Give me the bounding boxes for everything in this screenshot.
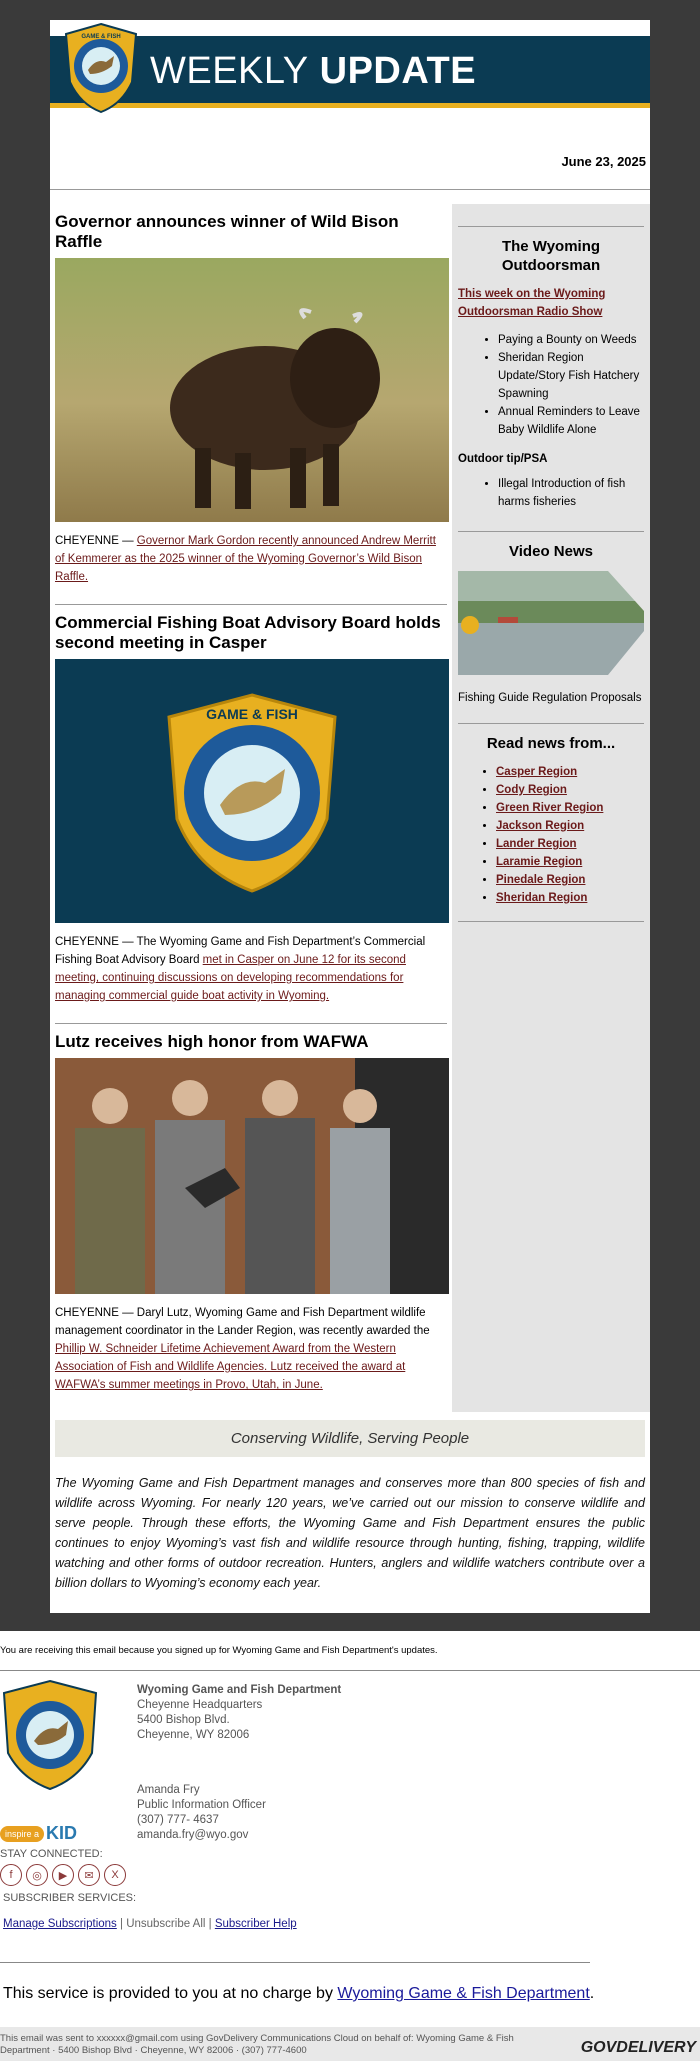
divider: [458, 531, 644, 532]
video-news-title: Video News: [509, 543, 593, 560]
list-item: • Illegal Introduction of fish harms fisheries: [498, 475, 644, 511]
article-body: [55, 1304, 447, 1394]
govdelivery-logo[interactable]: GOVDELIVERY: [580, 2039, 696, 2056]
radio-show-link[interactable]: This week on the Wyoming Outdoorsman Radio Show: [458, 288, 606, 318]
article-link[interactable]: Phillip W. Schneider Lifetime Achievement Award from the Western Association of Fish and Wildlife Agencies. Lutz received the award at WAFWA’s summer meetings in Provo, Utah, in June.: [55, 1343, 406, 1391]
subscriber-help-link[interactable]: Subscriber Help: [214, 1918, 297, 1930]
region-link-sheridan[interactable]: Sheridan Region: [496, 892, 588, 904]
mission-section: [50, 1412, 650, 1613]
list-item: [496, 781, 644, 799]
list-item: [496, 889, 644, 907]
divider: [458, 723, 644, 724]
article-link[interactable]: met in Casper on June 12 for its second meeting, continuing discussions on developing recommendations for managing commercial guide boat activity in Wyoming.: [55, 954, 406, 1002]
unsubscribe-all-link[interactable]: Unsubscribe All: [126, 1918, 206, 1930]
legal-text: This email was sent to xxxxxx@gmail.com using GovDelivery Communications Cloud on behalf of: Wyoming Game & Fish Department · 5400 Bishop Blvd · Cheyenne, WY 82006 · (307) 777-4600: [0, 2033, 514, 2056]
hq-label: Cheyenne Headquarters: [137, 1699, 263, 1711]
bison-photo[interactable]: [55, 258, 449, 522]
svg-text:GAME & FISH: GAME & FISH: [81, 34, 121, 40]
divider: [55, 604, 447, 605]
service-prefix: This service is provided to you at no charge by: [3, 1985, 338, 2002]
footer-logo: [0, 1679, 137, 1843]
wgfd-badge-icon: [62, 22, 140, 114]
mission-text: The Wyoming Game and Fish Department manages and conserves more than 800 species of fish and wildlife across Wyoming. For nearly 120 years, we’ve carried out our mission to conserve wildlife and serve people. Through these efforts, the Wyoming Game and Fish Department ensures the public continues to enjoy Wyoming’s vast fish and wildlife resource through hunting, fishing, trapping, wildlife watching and other forms of outdoor recreation. Hunters, anglers and wildlife watchers contribute over a billion dollars to Wyoming’s economy each year.: [55, 1476, 645, 1590]
newsletter-card: [50, 20, 650, 1613]
video-thumbnail[interactable]: [458, 571, 644, 675]
region-list: [496, 763, 644, 907]
banner: [50, 20, 650, 116]
divider: [458, 226, 644, 227]
service-notice: [3, 1985, 700, 2003]
list-item: [496, 799, 644, 817]
banner-strip: [50, 36, 650, 108]
city-address: Cheyenne, WY 82006: [137, 1729, 250, 1741]
list-item: [496, 763, 644, 781]
list-item: [496, 835, 644, 853]
article-bison: [55, 212, 447, 605]
banner-title: [150, 49, 476, 93]
x-icon[interactable]: X: [104, 1864, 126, 1886]
kid-text: KID: [46, 1823, 78, 1843]
banner-title-bold: UPDATE: [319, 50, 477, 92]
region-link-jackson[interactable]: Jackson Region: [496, 820, 585, 832]
footer: [0, 1631, 700, 2061]
divider: [0, 1670, 700, 1671]
org-name: Wyoming Game and Fish Department: [137, 1684, 342, 1696]
article-body: [55, 532, 447, 586]
social-links: [0, 1864, 700, 1886]
region-link-laramie[interactable]: Laramie Region: [496, 856, 583, 868]
tip-title: Outdoor tip/PSA: [458, 453, 548, 465]
article-title: Commercial Fishing Boat Advisory Board holds second meeting in Casper: [55, 613, 441, 652]
facebook-icon[interactable]: f: [0, 1864, 22, 1886]
list-item: [496, 871, 644, 889]
wgfd-link[interactable]: Wyoming Game & Fish Department: [337, 1985, 590, 2002]
svg-text:GAME & FISH: GAME & FISH: [206, 706, 298, 722]
youtube-icon[interactable]: ▶: [52, 1864, 74, 1886]
region-link-green-river[interactable]: Green River Region: [496, 802, 604, 814]
separator: |: [205, 1918, 215, 1930]
list-item: [496, 817, 644, 835]
list-item: [496, 853, 644, 871]
region-link-casper[interactable]: Casper Region: [496, 766, 578, 778]
article-title: Governor announces winner of Wild Bison Raffle: [55, 212, 399, 251]
wgfd-badge-icon: [0, 1679, 100, 1791]
region-link-lander[interactable]: Lander Region: [496, 838, 577, 850]
contact-email: amanda.fry@wyo.gov: [137, 1829, 249, 1841]
subscriber-links: [3, 1918, 700, 1930]
article-prefix: CHEYENNE —: [55, 535, 137, 547]
content-columns: [50, 190, 650, 1412]
outdoorsman-title: The Wyoming Outdoorsman: [501, 238, 601, 274]
award-group-photo[interactable]: [55, 1058, 449, 1294]
article-prefix: CHEYENNE — The Wyoming Game and Fish Department’s Commercial Fishing Boat Advisory Board: [55, 936, 426, 966]
contact-phone: (307) 777- 4637: [137, 1814, 219, 1826]
street-address: 5400 Bishop Blvd.: [137, 1714, 230, 1726]
issue-date: June 23, 2025: [50, 116, 650, 190]
read-news-title: Read news from...: [486, 735, 616, 752]
region-link-pinedale[interactable]: Pinedale Region: [496, 874, 586, 886]
tip-items: [498, 475, 644, 511]
divider: [55, 1023, 447, 1024]
main-column: [50, 204, 452, 1412]
article-fishing-board: [55, 613, 447, 1024]
radio-items: [498, 331, 644, 439]
banner-title-light: WEEKLY: [150, 50, 309, 92]
manage-subscriptions-link[interactable]: Manage Subscriptions: [3, 1918, 117, 1930]
mission-tagline: Conserving Wildlife, Serving People: [55, 1420, 645, 1457]
sidebar: [452, 204, 650, 1412]
inspire-badge: inspire a: [0, 1826, 44, 1842]
divider: [458, 921, 644, 922]
instagram-icon[interactable]: ◎: [26, 1864, 48, 1886]
wgfd-logo-image[interactable]: [55, 659, 449, 923]
contact-info: [137, 1679, 341, 1843]
email-icon[interactable]: ✉: [78, 1864, 100, 1886]
subscription-notice: You are receiving this email because you signed up for Wyoming Game and Fish Department's updates.: [0, 1645, 438, 1656]
article-title: Lutz receives high honor from WAFWA: [55, 1032, 369, 1051]
list-item: • Paying a Bounty on Weeds: [498, 331, 644, 349]
contact-block: [0, 1679, 700, 1843]
list-item: • Annual Reminders to Leave Baby Wildlife Alone: [498, 403, 644, 439]
service-suffix: .: [589, 1985, 595, 2002]
legal-footer: [0, 2027, 700, 2061]
article-prefix: CHEYENNE — Daryl Lutz, Wyoming Game and Fish Department wildlife management coordinator in the Lander Region, was recently awarded the: [55, 1307, 430, 1337]
list-item: • Sheridan Region Update/Story Fish Hatchery Spawning: [498, 349, 644, 403]
subscriber-services-label: SUBSCRIBER SERVICES:: [3, 1892, 137, 1904]
separator: |: [116, 1918, 127, 1930]
contact-name: Amanda Fry: [137, 1784, 200, 1796]
stay-connected-label: STAY CONNECTED:: [0, 1848, 103, 1860]
article-link[interactable]: Governor Mark Gordon recently announced Andrew Merritt of Kemmerer as the 2025 winner of the Wyoming Governor’s Wild Bison Raffle.: [55, 535, 436, 583]
region-link-cody[interactable]: Cody Region: [496, 784, 567, 796]
divider: [0, 1962, 590, 1963]
contact-role: Public Information Officer: [137, 1799, 266, 1811]
article-lutz: [55, 1032, 447, 1394]
video-caption: Fishing Guide Regulation Proposals: [458, 692, 642, 704]
article-body: [55, 933, 447, 1005]
